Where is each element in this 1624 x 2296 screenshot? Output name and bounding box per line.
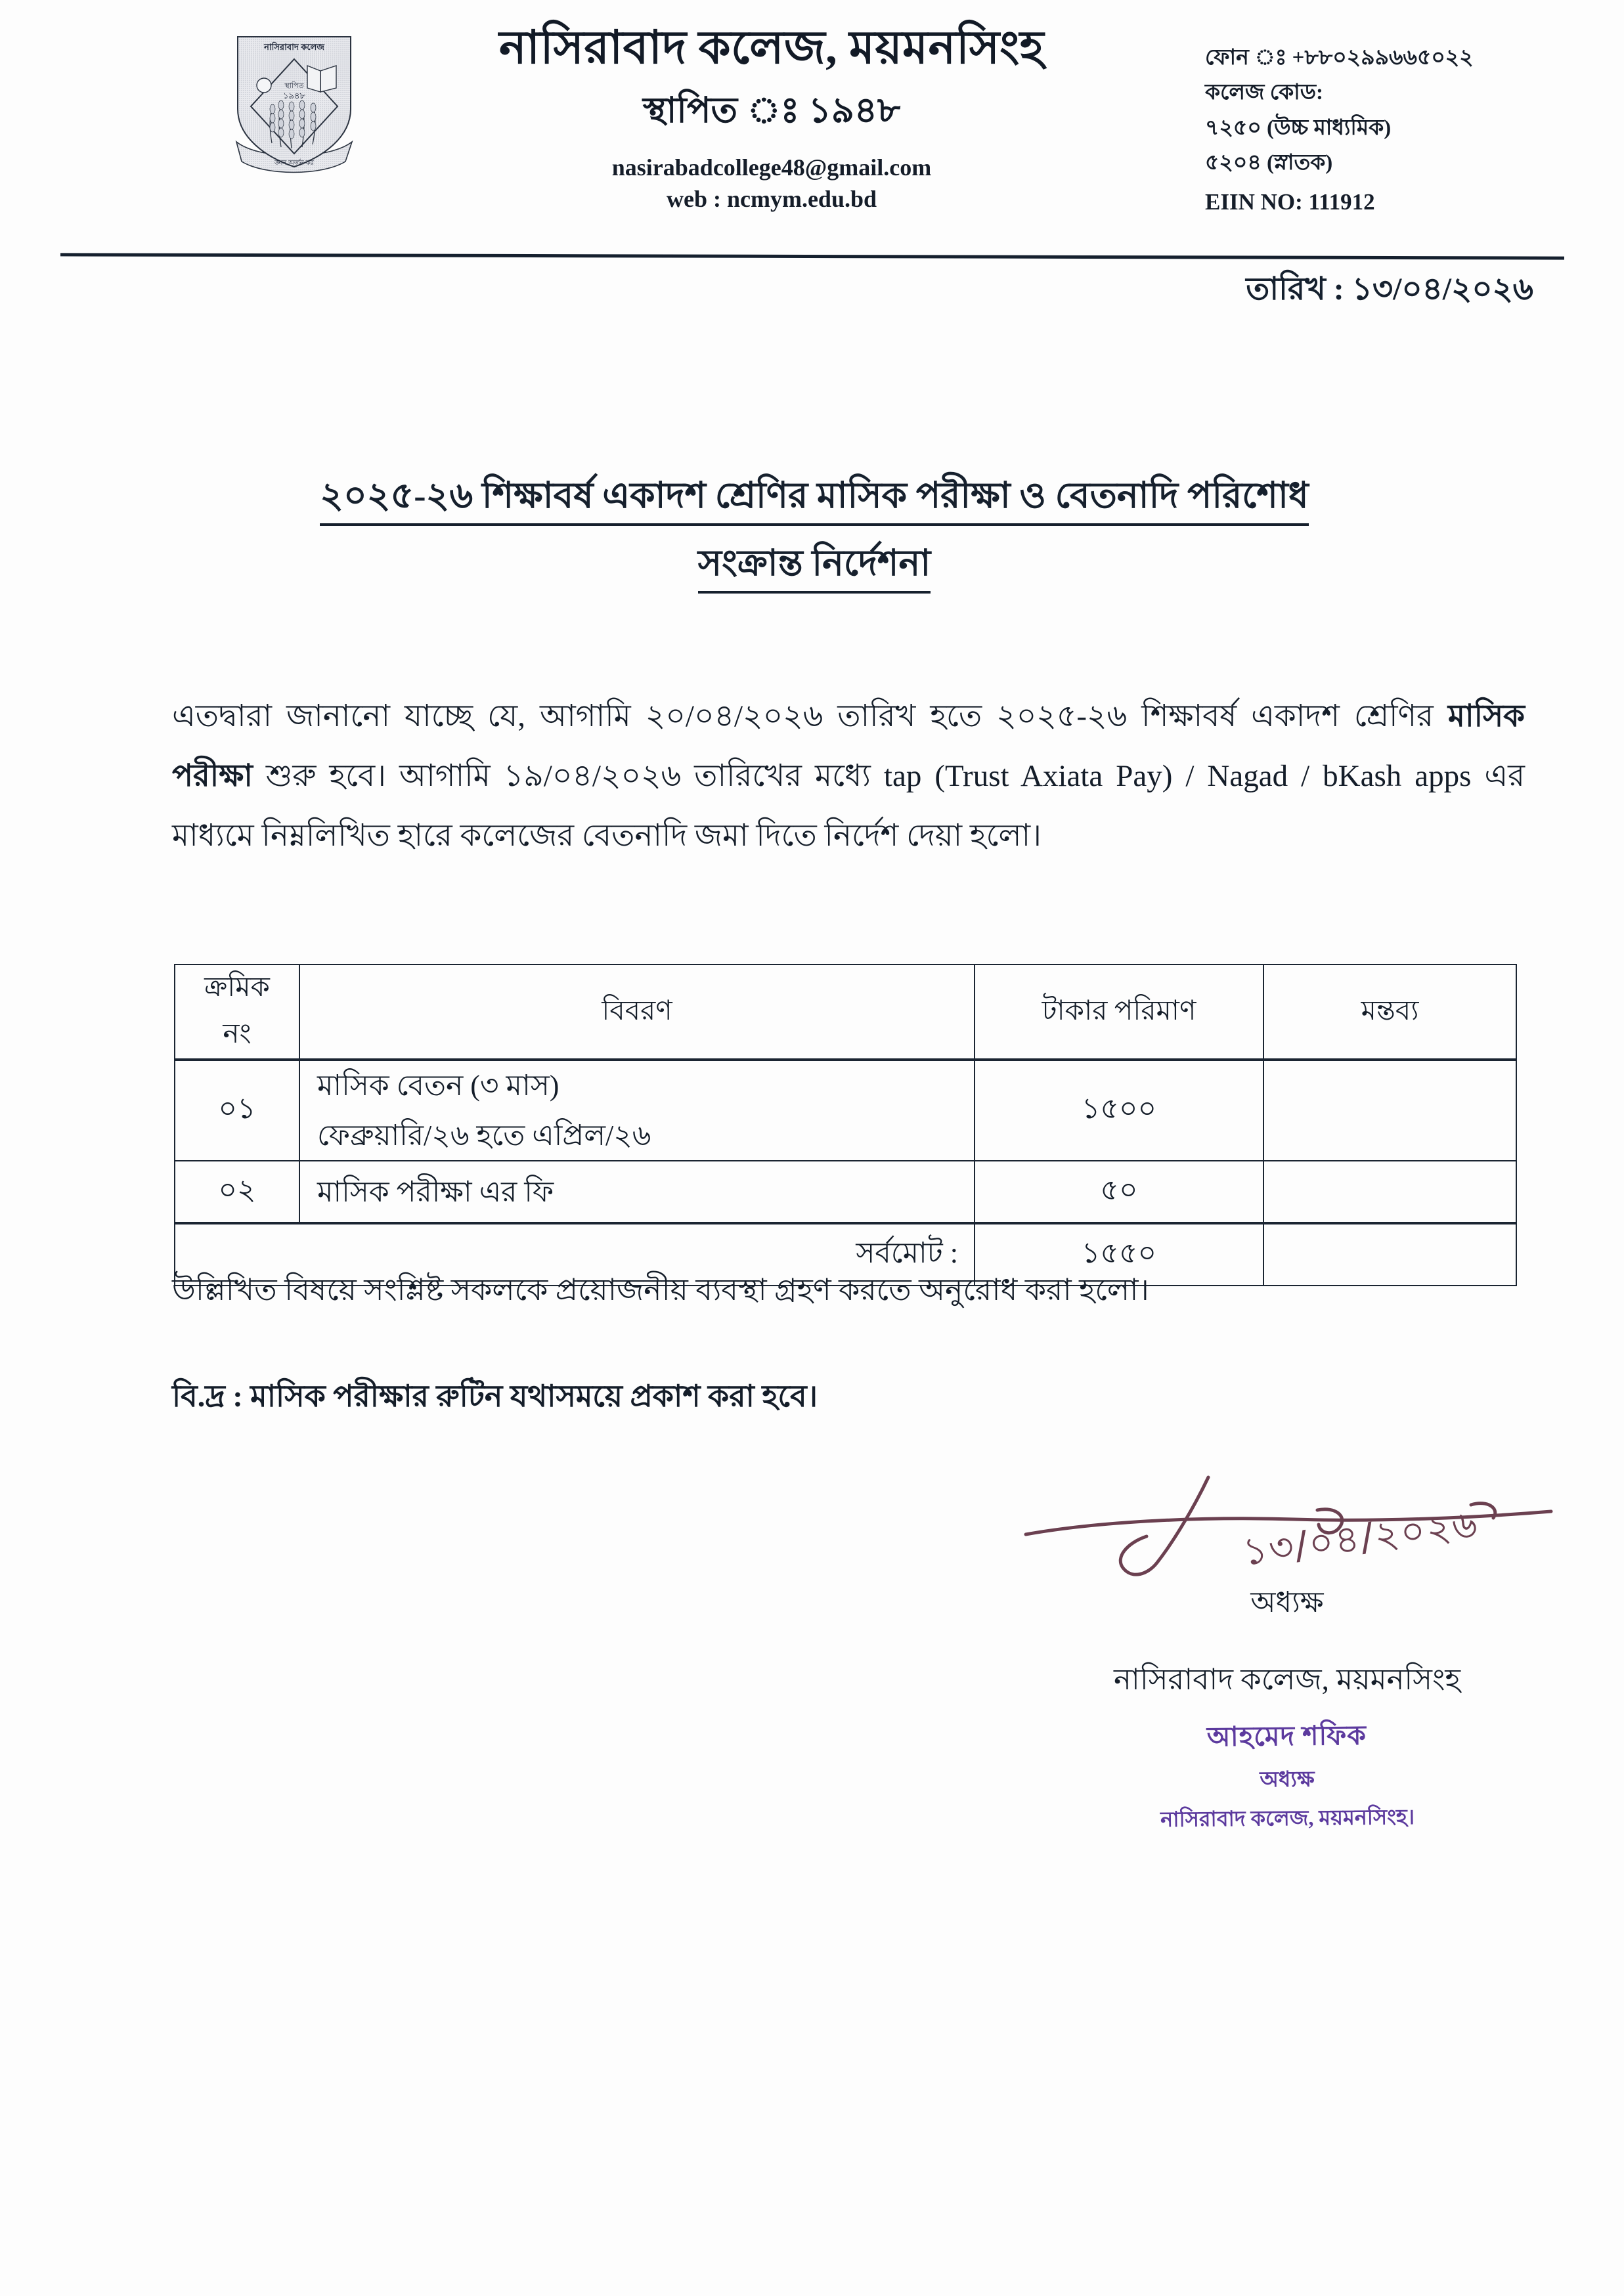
contact-details	[1205, 41, 1573, 221]
school-name: নাসিরাবাদ কলেজ, ময়মনসিংহ	[499, 23, 1044, 74]
crest-established-label: স্থাপিত	[284, 82, 304, 90]
crest-ribbon-text: জ্ঞান অর্জন কর	[274, 160, 315, 167]
row-description	[299, 1161, 975, 1223]
document-date: তারিখ : ১৩/০৪/২০২৬	[1246, 272, 1533, 307]
notice-title	[171, 470, 1458, 594]
official-stamp	[1011, 1713, 1564, 1840]
table-row	[175, 1161, 1516, 1223]
signatory-organization: নাসিরাবাদ কলেজ, ময়মনসিংহ	[1113, 1663, 1461, 1696]
fee-table	[174, 964, 1517, 1286]
column-header-description: বিবরণ	[299, 964, 975, 1060]
column-header-remarks: মন্তব্য	[1263, 964, 1516, 1060]
table-header-row	[175, 964, 1516, 1060]
handwritten-date: ১৩/০৪/২০২৬	[1240, 1501, 1481, 1574]
postscript-note: বি.দ্র : মাসিক পরীক্ষার রুটিন যথাসময়ে প্রকাশ করা হবে।	[172, 1379, 818, 1413]
row-description-line-2: ফেব্রুয়ারি/২৬ হতে এপ্রিল/২৬	[317, 1119, 651, 1152]
stamp-organization: নাসিরাবাদ কলেজ, ময়মনসিংহ।	[1160, 1804, 1415, 1832]
row-amount: ১৫০০	[975, 1060, 1263, 1161]
school-website: web : ncmym.edu.bd	[666, 185, 877, 212]
body-segment-3: এর মাধ্যমে নিম্নলিখিত হারে কলেজের বেতনাদি জমা দিতে নির্দেশ দেয়া হলো।	[172, 759, 1525, 854]
title-line-2: সংক্রান্ত নির্দেশনা	[698, 538, 931, 594]
college-code-label: কলেজ কোড:	[1205, 81, 1324, 105]
signatory-role: অধ্যক্ষ	[1250, 1586, 1324, 1618]
row-serial: ০২	[175, 1161, 299, 1223]
handwritten-signature	[1011, 1471, 1563, 1586]
body-payment-apps: tap (Trust Axiata Pay) / Nagad / bKash apps	[883, 759, 1472, 794]
eiin-number: EIIN NO: 111912	[1205, 188, 1375, 215]
closing-request-line: উল্লিখিত বিষয়ে সংশ্লিষ্ট সকলকে প্রয়োজনীয় ব্যবস্থা গ্রহণ করতে অনুরোধ করা হলো।	[172, 1273, 1149, 1307]
phone-number: ফোন ঃ +৮৮০২৯৯৬৬৫০২২	[1205, 46, 1474, 70]
letterhead	[0, 0, 1624, 257]
column-header-amount: টাকার পরিমাণ	[975, 964, 1263, 1060]
column-header-serial: ক্রমিক নং	[175, 964, 299, 1060]
notice-body-paragraph	[172, 687, 1525, 867]
college-code-degree: ৫২০৪ (স্নাতক)	[1205, 151, 1333, 175]
crest-established-year: ১৯৪৮	[283, 91, 305, 100]
school-email: nasirabadcollege48@gmail.com	[611, 154, 932, 181]
row-description	[299, 1060, 975, 1161]
row-remarks	[1263, 1161, 1516, 1223]
row-serial: ০১	[175, 1060, 299, 1161]
table-row	[175, 1060, 1516, 1161]
stamp-role: অধ্যক্ষ	[1260, 1767, 1315, 1792]
row-description-line-1: মাসিক বেতন (৩ মাস)	[317, 1070, 560, 1102]
body-segment-2: শুরু হবে। আগামি ১৯/০৪/২০২৬ তারিখের মধ্যে	[252, 759, 884, 794]
row-remarks	[1263, 1060, 1516, 1161]
crest-top-text: নাসিরাবাদ কলেজ	[264, 42, 324, 52]
college-crest-logo	[223, 25, 364, 196]
college-code-hsc: ৭২৫০ (উচ্চ মাধ্যমিক)	[1205, 116, 1392, 140]
school-identity	[368, 24, 1175, 213]
title-line-1: ২০২৫-২৬ শিক্ষাবর্ষ একাদশ শ্রেণির মাসিক পরীক্ষা ও বেতনাদি পরিশোধ	[320, 470, 1308, 526]
total-amount: ১৫৫০	[975, 1223, 1263, 1286]
total-label: সর্বমোট :	[175, 1223, 975, 1286]
body-highlight-monthly-exam: মাসিক পরীক্ষা	[172, 699, 1525, 794]
row-amount: ৫০	[975, 1161, 1263, 1223]
row-description-line-1: মাসিক পরীক্ষা এর ফি	[317, 1175, 554, 1208]
established-year: স্থাপিত ঃ ১৯৪৮	[643, 90, 900, 130]
body-segment-1: এতদ্বারা জানানো যাচ্ছে যে, আগামি ২০/০৪/২০২৬ তারিখ হতে ২০২৫-২৬ শিক্ষাবর্ষ একাদশ শ্রেণির	[172, 699, 1448, 733]
signature-block	[1011, 1471, 1563, 1837]
stamp-name: আহমেদ শফিক	[1206, 1720, 1367, 1752]
